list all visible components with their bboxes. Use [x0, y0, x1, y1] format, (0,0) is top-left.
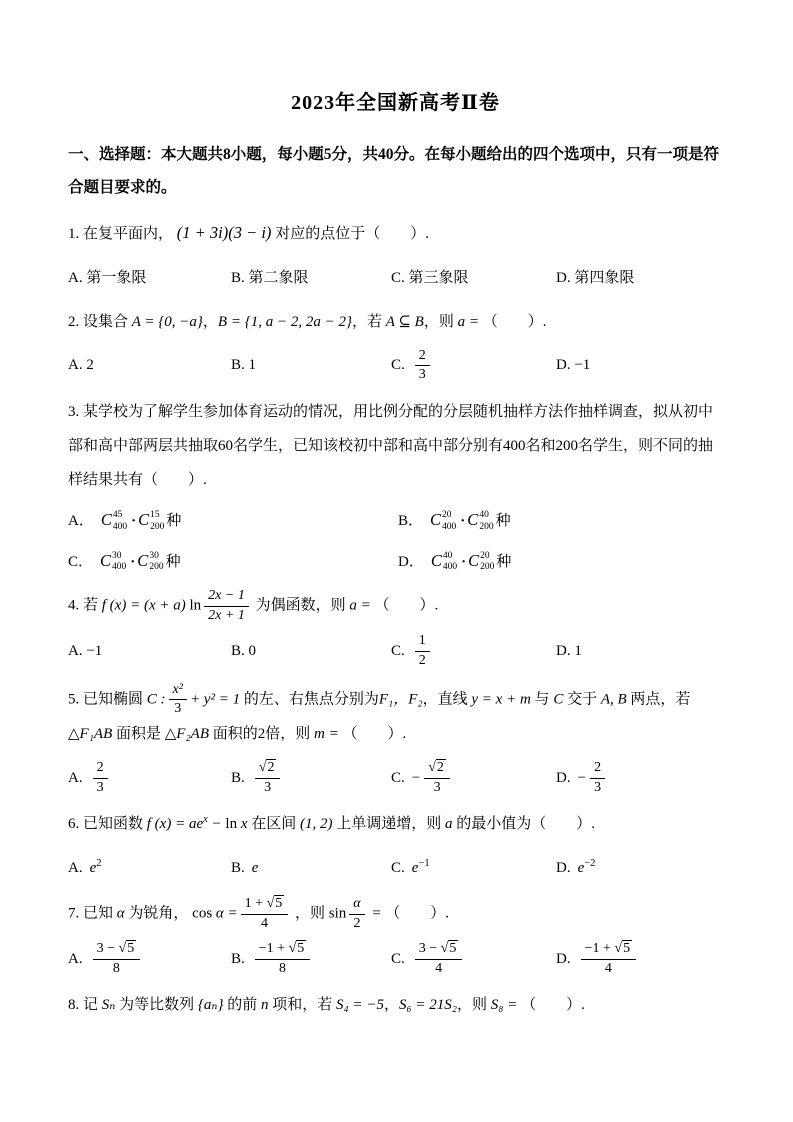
combination-2 [138, 510, 166, 532]
numerator-prefix: −1 + [258, 940, 286, 956]
q4-formula-1: f (x) = (x + a) [101, 598, 186, 615]
q5-text-8: 面积的2倍，则 [212, 726, 311, 743]
combination-2 [468, 550, 496, 573]
option-label: A. [68, 950, 83, 967]
q2-text-2: ， [202, 313, 218, 330]
q6-option-b [231, 858, 391, 877]
q2-formula-3: A ⊆ B [385, 313, 424, 330]
option-label: A． [68, 513, 94, 530]
fraction [93, 941, 141, 978]
square-root [614, 940, 632, 956]
fraction-denominator: 4 [260, 915, 268, 931]
combination-subscript: 200 [150, 522, 165, 532]
combination-superscript: 20 [480, 550, 490, 561]
fraction-numerator: 2x − 1 [204, 588, 249, 607]
option-label: C. [391, 642, 405, 659]
q8-stem [68, 989, 723, 1023]
option-label: C. [391, 357, 405, 374]
q8-formula-2: {aₙ} [197, 997, 224, 1014]
square-root [259, 759, 277, 775]
q6-formula-2: x [240, 816, 248, 833]
combination-symbol: C [100, 550, 112, 570]
q2-text-1: 2. 设集合 [68, 313, 129, 330]
q5-text-9: （ ）. [342, 726, 407, 743]
fraction-numerator: α [349, 896, 364, 915]
option-label: C. [391, 769, 405, 786]
q4-text-2: 为偶函数，则 [255, 598, 346, 615]
combination-subscript: 400 [112, 562, 127, 573]
option-label: A. [68, 859, 83, 876]
numerator-prefix: 3 − [96, 940, 115, 956]
option-label: C. [391, 950, 405, 967]
q5-stem [68, 682, 723, 752]
combination-symbol: C [138, 510, 150, 530]
unit-text: 种 [496, 553, 512, 570]
fraction [415, 941, 463, 978]
q2-formula-1: A = {0, −a} [131, 313, 203, 330]
q7-option-d [556, 941, 723, 978]
exponent: −2 [584, 857, 596, 869]
combination-scripts [150, 510, 164, 534]
combination-superscript: 20 [442, 510, 452, 521]
q5-text-3: ，直线 [422, 691, 468, 708]
q6-formula-4: a [445, 816, 453, 833]
fraction-numerator: 2 [93, 760, 108, 779]
fraction [93, 760, 108, 797]
q8-formula-1: Sₙ [101, 997, 116, 1014]
combination-scripts [149, 551, 163, 575]
option-label: D． [398, 553, 424, 570]
q4-formula-2: a = [349, 598, 371, 615]
radicand: 5 [275, 896, 283, 912]
combination-scripts [443, 551, 457, 575]
combination-scripts [113, 510, 127, 534]
q7-option-a [68, 941, 231, 978]
fraction-denominator: 3 [96, 779, 104, 795]
fraction [581, 941, 636, 978]
option-label: D. [556, 859, 571, 876]
fraction-denominator: 8 [112, 960, 120, 976]
combination-subscript: 200 [480, 562, 495, 573]
combination-scripts [480, 551, 494, 575]
dot-operator: · [460, 513, 466, 530]
q6-options [68, 850, 723, 884]
combination-1 [430, 510, 458, 532]
q1-stem [68, 214, 723, 252]
dot-operator: · [130, 553, 136, 570]
radicand: 2 [436, 759, 444, 775]
fraction-numerator [255, 760, 281, 779]
q8-text-7: （ ）. [521, 997, 585, 1014]
q3-option-c [68, 550, 398, 574]
minus-sign: − [577, 769, 587, 786]
combination-superscript: 40 [479, 510, 489, 521]
fraction-numerator [241, 896, 289, 915]
combination-superscript: 40 [442, 550, 453, 561]
q5-text-4: 与 [534, 691, 550, 708]
square-root [267, 895, 285, 911]
combination-scripts [442, 510, 456, 534]
dot-operator: · [131, 513, 137, 530]
euler-base: e [251, 859, 259, 876]
fraction-numerator: 2 [590, 760, 605, 779]
q5-option-b [231, 760, 391, 797]
q2-text-3: ，若 [351, 313, 382, 330]
option-label: C． [68, 553, 94, 570]
q7-option-c [391, 941, 556, 978]
fraction [204, 588, 249, 625]
fraction-denominator: 2 [418, 652, 426, 668]
q2-formula-2: B = {1, a − 2, 2a − 2} [217, 313, 352, 330]
radicand: 2 [267, 759, 275, 775]
combination-subscript: 200 [479, 522, 494, 532]
combination-symbol: C [137, 550, 149, 570]
q1-text-2: 对应的点位于（ ）. [275, 226, 429, 243]
q8-text-3: 的前 [227, 997, 258, 1014]
q5-text-1: 5. 已知椭圆 [68, 691, 144, 708]
q2-option-a: A. 2 [68, 357, 94, 374]
euler-base: e [89, 859, 97, 876]
fraction [424, 760, 450, 797]
q5-option-a [68, 760, 231, 797]
q2-option-b: B. 1 [231, 357, 257, 374]
numerator-prefix: −1 + [584, 940, 611, 956]
euler-base: e [411, 859, 419, 876]
fraction-denominator: 2 [353, 915, 361, 931]
q5-option-d [556, 760, 723, 797]
square-root [289, 940, 307, 956]
combination-subscript: 400 [112, 522, 128, 532]
combination-1 [430, 550, 459, 573]
fraction-numerator: 1 [415, 633, 430, 652]
q4-text-1: 4. 若 [68, 598, 99, 615]
q2-text-5: （ ）. [482, 313, 547, 330]
q8-formula-5: S₆ = 21S₂ [398, 997, 458, 1014]
square-root [428, 759, 446, 775]
exponent: 2 [96, 857, 102, 869]
q7-stem [68, 896, 723, 933]
combination-subscript: 400 [442, 522, 457, 532]
q5-formula-2: + y² = 1 [189, 691, 241, 708]
q5-text-6: 两点，若 [630, 691, 691, 708]
q6-text-1: 6. 已知函数 [68, 816, 144, 833]
q5-formula-8: △F₂AB [164, 726, 210, 743]
numerator-prefix: 1 + [244, 896, 264, 912]
combination-subscript: 200 [149, 562, 164, 573]
q4-text-3: （ ）. [374, 598, 439, 615]
q2-options [68, 348, 723, 385]
q4-options [68, 633, 723, 670]
option-label: D. [556, 769, 571, 786]
q6-text-2: 在区间 [251, 816, 297, 833]
page-title: 2023年全国新高考Ⅱ卷 [291, 92, 500, 114]
q1-text-1: 1. 在复平面内， [68, 226, 174, 243]
radicand: 5 [297, 940, 305, 956]
q7-option-b [231, 941, 391, 978]
section-heading: 一、选择题：本大题共8小题，每小题5分，共40分。在每小题给出的四个选项中，只有一项是符合题目要求的。 [68, 146, 720, 196]
q8-formula-4: S₄ = −5 [335, 997, 384, 1014]
fraction [169, 682, 187, 719]
q6-option-d [556, 858, 723, 877]
fraction-numerator: x² [169, 682, 187, 701]
option-label: B. [231, 859, 245, 876]
exponent: −1 [418, 857, 430, 869]
q6-minus: − [211, 816, 222, 833]
q5-formula-1: C : [146, 691, 166, 708]
combination-scripts [479, 510, 493, 534]
fraction-denominator: 4 [435, 960, 443, 976]
q2-stem [68, 306, 723, 340]
fraction-numerator [415, 941, 463, 960]
q7-function-cos: cos [192, 905, 213, 922]
q5-formula-9: m = [314, 726, 339, 743]
q6-function-ln: ln [225, 816, 238, 833]
q1-option-c: C. 第三象限 [391, 270, 469, 287]
fraction [349, 896, 364, 933]
q4-option-b: B. 0 [231, 642, 257, 659]
combination-superscript: 30 [149, 550, 159, 561]
radicand: 5 [449, 940, 457, 956]
fraction-denominator: 3 [433, 779, 441, 795]
q5-formula-3: F₁，F₂ [378, 691, 423, 708]
combination-1 [100, 510, 129, 532]
q4-function-ln: ln [189, 598, 202, 615]
combination-symbol: C [100, 510, 112, 530]
q1-formula: (1 + 3i)(3 − i) [176, 223, 272, 243]
q5-options [68, 760, 723, 797]
q5-text-7: 面积是 [116, 726, 162, 743]
option-label: A. [68, 769, 83, 786]
q5-formula-4: y = x + m [471, 691, 531, 708]
exponent-x: x [203, 814, 208, 826]
q1-option-a: A. 第一象限 [68, 270, 147, 287]
combination-superscript: 30 [112, 550, 122, 561]
q8-text-4: 项和，若 [272, 997, 333, 1014]
q6-stem [68, 808, 723, 842]
fraction [255, 941, 310, 978]
square-root [441, 940, 459, 956]
q7-equals: = [371, 905, 382, 922]
q7-function-sin: sin [328, 905, 347, 922]
radicand: 5 [127, 940, 135, 956]
fraction-denominator: 3 [594, 779, 602, 795]
fraction-denominator: 3 [418, 367, 426, 383]
option-label: B． [398, 513, 424, 530]
q6-formula-1: f (x) = ae [146, 816, 204, 833]
q2-option-c [391, 348, 556, 385]
fraction [255, 760, 281, 797]
fraction-numerator [255, 941, 310, 960]
fraction [590, 760, 605, 797]
option-label: B. [231, 769, 245, 786]
unit-text: 种 [165, 553, 181, 570]
option-label: D. [556, 950, 571, 967]
q6-option-c [391, 858, 556, 877]
fraction-numerator [581, 941, 636, 960]
q2-text-4: ，则 [423, 313, 454, 330]
q2-formula-4: a = [457, 313, 479, 330]
q5-formula-6: A, B [600, 691, 627, 708]
option-label: C. [391, 859, 405, 876]
q4-option-c [391, 633, 556, 670]
fraction-denominator: 3 [174, 701, 182, 717]
fraction [241, 896, 289, 933]
q6-text-3: 上单调递增，则 [336, 816, 442, 833]
q3-stem: 3. 某学校为了解学生参加体育运动的情况，用比例分配的分层随机抽样方法作抽样调查，拟从初中部和高中部两层共抽取60名学生，已知该校初中部和高中部分别有400名和200名学生，则不同的抽样结果共有（ ）. [68, 404, 714, 488]
combination-symbol: C [430, 550, 442, 570]
radicand: 5 [623, 940, 631, 956]
numerator-prefix: 3 − [418, 940, 438, 956]
euler-base: e [577, 859, 585, 876]
q1-options [68, 260, 723, 294]
q8-formula-3: n [260, 997, 269, 1014]
q4-option-a: A. −1 [68, 642, 103, 659]
fraction-denominator: 3 [264, 779, 272, 795]
q8-text-2: 为等比数列 [119, 997, 195, 1014]
q3-option-a [68, 509, 398, 533]
q5-formula-5: C [553, 691, 564, 708]
combination-2 [467, 510, 495, 532]
q7-text-1: 7. 已知 [68, 905, 114, 922]
q8-formula-6: S₈ = [490, 997, 518, 1014]
option-label: B. [231, 950, 245, 967]
q1-option-b: B. 第二象限 [231, 270, 309, 287]
q3-options [68, 509, 723, 574]
q5-formula-7: △F₁AB [68, 726, 113, 743]
q3-option-d [398, 550, 723, 574]
fraction-numerator [93, 941, 141, 960]
unit-text: 种 [495, 513, 511, 530]
fraction-denominator: 2x + 1 [208, 608, 245, 624]
q4-stem [68, 588, 723, 625]
q3-option-b [398, 509, 723, 533]
square-root [119, 940, 137, 956]
q1-option-d: D. 第四象限 [556, 270, 635, 287]
fraction-denominator: 8 [279, 960, 286, 976]
fraction-denominator: 4 [604, 960, 612, 976]
q7-text-2: 为锐角， [128, 905, 189, 922]
unit-text: 种 [166, 513, 182, 530]
combination-superscript: 15 [150, 510, 160, 521]
q8-text-5: ， [383, 997, 399, 1014]
q4-option-d: D. 1 [556, 642, 582, 659]
combination-subscript: 400 [442, 562, 458, 573]
combination-scripts [112, 551, 126, 575]
combination-superscript: 45 [112, 510, 123, 521]
q7-alpha: α [116, 905, 125, 922]
q6-text-4: 的最小值为（ ）. [456, 816, 596, 833]
combination-symbol: C [467, 510, 479, 530]
q7-formula-1: α = [215, 905, 238, 922]
q7-options [68, 941, 723, 978]
dot-operator: · [461, 553, 467, 570]
q5-text-2: 的左、右焦点分别为 [243, 691, 379, 708]
combination-1 [100, 550, 128, 573]
q5-text-5: 交于 [567, 691, 598, 708]
combination-2 [137, 550, 165, 573]
minus-sign: − [411, 769, 421, 786]
fraction [415, 633, 430, 670]
q8-text-1: 8. 记 [68, 997, 99, 1014]
fraction-numerator: 2 [415, 348, 430, 367]
combination-symbol: C [430, 510, 442, 530]
q8-text-6: ，则 [457, 997, 488, 1014]
combination-symbol: C [468, 550, 480, 570]
fraction [415, 348, 430, 385]
q5-option-c [391, 760, 556, 797]
q7-text-4: （ ）. [385, 905, 450, 922]
fraction-numerator [424, 760, 450, 779]
q6-formula-3: (1, 2) [300, 816, 333, 833]
q6-option-a [68, 858, 231, 877]
q7-text-3: ，则 [295, 905, 326, 922]
q2-option-d: D. −1 [556, 357, 591, 374]
